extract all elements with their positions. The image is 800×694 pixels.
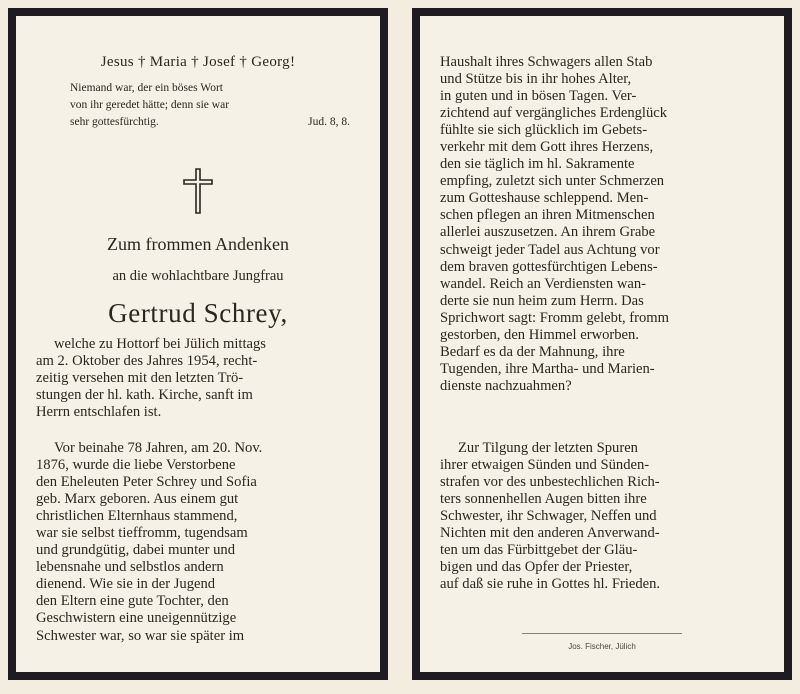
text-line: den Eheleuten Peter Schrey und Sofia (36, 474, 257, 491)
quote-line: Niemand war, der ein böses Wort (70, 82, 223, 94)
text-line: in guten und in bösen Tagen. Ver- (440, 88, 637, 105)
text-line: war sie selbst tieffromm, tugendsam (36, 525, 248, 542)
text-line: wandel. Reich an Verdiensten wan- (440, 275, 647, 292)
right-page (412, 8, 792, 680)
right-page-content (440, 16, 764, 672)
text-line: Schwester war, so war sie später im (36, 627, 245, 644)
text-line: Nichten mit den anderen Anverwand- (440, 525, 660, 542)
footer-divider (522, 633, 682, 634)
text-line: gestorben, den Himmel erworben. (440, 326, 639, 343)
text-line: Haushalt ihres Schwagers allen Stab (440, 54, 653, 70)
memorial-heading: Zum frommen Andenken (107, 234, 289, 254)
text-line: Geschwistern eine uneigennützige (36, 610, 237, 627)
text-line: auf daß sie ruhe in Gottes hl. Frieden. (440, 576, 661, 593)
text-line: zum Gotteshause schleppend. Men- (440, 190, 649, 207)
text-line: Herrn entschlafen ist. (36, 404, 162, 421)
text-line: dem braven gottesfürchtigen Lebens- (440, 258, 658, 275)
printer-imprint: Jos. Fischer, Jülich (568, 642, 636, 651)
text-line: den Eltern eine gute Tochter, den (36, 593, 229, 610)
left-page-content (36, 16, 360, 672)
text-line: zeitig versehen mit den letzten Trö- (36, 370, 244, 387)
text-line: verkehr mit dem Gott ihres Herzens, (440, 139, 654, 156)
bible-quote (70, 80, 354, 131)
quote-line: von ihr geredet hätte; denn sie war (70, 99, 230, 111)
text-line: 1876, wurde die liebe Verstorbene (36, 457, 236, 474)
text-line: Sprichwort sagt: Fromm gelebt, fromm (440, 309, 670, 326)
text-line: Tugenden, ihre Martha- und Marien- (440, 360, 655, 377)
text-line: schweigt jeder Tadel aus Achtung vor (440, 241, 660, 258)
invocation: Jesus † Maria † Josef † Georg! (100, 54, 296, 70)
text-line: und grundgütig, dabei munter und (36, 542, 236, 559)
text-line: ten um das Fürbittgebet der Gläu- (440, 542, 638, 559)
deceased-name: Gertrud Schrey, (108, 298, 288, 328)
text-line: Zur Tilgung der letzten Spuren (458, 440, 638, 456)
text-line: Vor beinahe 78 Jahren, am 20. Nov. (54, 440, 263, 456)
text-line: dienste nachzuahmen? (440, 377, 572, 394)
text-line: ihrer etwaigen Sünden und Sünden- (440, 457, 650, 474)
biography-continued-paragraph (440, 54, 764, 395)
memorial-subheading: an die wohlachtbare Jungfrau (112, 268, 284, 284)
text-line: allerlei auszusetzen. An ihrem Grabe (440, 224, 656, 241)
text-line: den sie täglich im hl. Sakramente (440, 156, 635, 173)
left-page (8, 8, 388, 680)
text-line: am 2. Oktober des Jahres 1954, recht- (36, 353, 258, 370)
quote-line: sehr gottesfürchtig. (70, 116, 159, 128)
prayer-request-paragraph (440, 440, 764, 593)
text-line: strafen vor des unbestechlichen Rich- (440, 474, 660, 491)
text-line: welche zu Hottorf bei Jülich mittags (54, 336, 266, 352)
text-line: geb. Marx geboren. Aus einem gut (36, 491, 239, 508)
text-line: schen pflegen an ihren Mitmenschen (440, 207, 655, 224)
biography-paragraph (36, 440, 360, 645)
text-line: stungen der hl. kath. Kirche, sanft im (36, 387, 253, 404)
text-line: Schwester, ihr Schwager, Neffen und (440, 508, 657, 525)
text-line: dienend. Wie sie in der Jugend (36, 576, 216, 593)
text-line: fühlte sie sich glücklich im Gebets- (440, 122, 648, 139)
text-line: und Stütze bis in ihr hohes Alter, (440, 71, 632, 88)
text-line: zichtend auf vergängliches Erdenglück (440, 105, 668, 122)
text-line: empfing, zuletzt sich unter Schmerzen (440, 173, 665, 190)
text-line: ters sonnenhellen Augen bitten ihre (440, 491, 647, 508)
text-line: lebensnahe und selbstlos andern (36, 559, 224, 576)
text-line: derte sie nun heim zum Herrn. Das (440, 292, 644, 309)
text-line: christlichen Elternhaus stammend, (36, 508, 238, 525)
text-line: Bedarf es da der Mahnung, ihre (440, 343, 625, 360)
quote-reference: Jud. 8, 8. (308, 116, 350, 128)
text-line: bigen und das Opfer der Priester, (440, 559, 633, 576)
death-notice-paragraph (36, 336, 360, 421)
latin-cross-icon (182, 168, 214, 214)
